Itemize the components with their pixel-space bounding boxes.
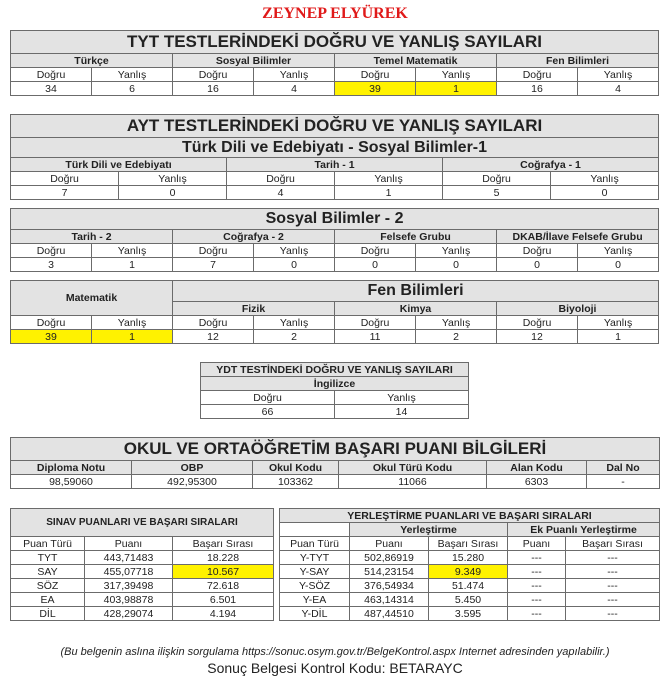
y-puani: 514,23154	[350, 565, 429, 579]
dogru-label: Doğru	[497, 244, 578, 258]
dogru-label: Doğru	[11, 172, 119, 186]
tyt-matematik-dogru: 39	[335, 82, 416, 96]
y-sirasi: 5.450	[429, 593, 508, 607]
ek-sirasi: ---	[566, 565, 660, 579]
yerlestirme-header: Başarı Sırası	[429, 537, 508, 551]
sinav-sirasi: 10.567	[173, 565, 274, 579]
okul-header: Dal No	[587, 461, 660, 475]
dogru-label: Doğru	[335, 316, 416, 330]
yanlis-label: Yanlış	[335, 172, 443, 186]
sinav-puani: 428,29074	[85, 607, 173, 621]
student-name: ZEYNEP ELYÜREK	[262, 5, 408, 22]
control-code: Sonuç Belgesi Kontrol Kodu: BETARAYC	[207, 660, 463, 676]
ek-sirasi: ---	[566, 593, 660, 607]
yanlis-label: Yanlış	[416, 68, 497, 82]
ayt-dkab-dogru: 0	[497, 258, 578, 272]
sinav-puani: 443,71483	[85, 551, 173, 565]
okul-header: Okul Türü Kodu	[339, 461, 487, 475]
y-puani: 376,54934	[350, 579, 429, 593]
yerlestirme-table	[279, 508, 660, 621]
ayt-title: AYT TESTLERİNDEKİ DOĞRU VE YANLIŞ SAYILARI	[11, 115, 659, 138]
ayt-fizik-yanlis: 2	[254, 330, 335, 344]
ayt-sb2-subject: Felsefe Grubu	[335, 230, 497, 244]
ayt-sb1-subject: Türk Dili ve Edebiyatı	[11, 158, 227, 172]
sinav-puan-turu: TYT	[11, 551, 85, 565]
yanlis-label: Yanlış	[92, 68, 173, 82]
tyt-table	[10, 30, 659, 96]
okul-table	[10, 437, 660, 489]
yanlis-label: Yanlış	[92, 316, 173, 330]
y-sirasi: 15.280	[429, 551, 508, 565]
sinav-sirasi: 6.501	[173, 593, 274, 607]
ek-puani: ---	[508, 607, 566, 621]
sinav-header: Başarı Sırası	[173, 537, 274, 551]
sinav-puani: 403,98878	[85, 593, 173, 607]
sinav-puani: 455,07718	[85, 565, 173, 579]
yanlis-label: Yanlış	[551, 172, 659, 186]
tyt-matematik-yanlis: 1	[416, 82, 497, 96]
ayt-cografya1-yanlis: 0	[551, 186, 659, 200]
yanlis-label: Yanlış	[119, 172, 227, 186]
ayt-biyoloji-yanlis: 1	[578, 330, 659, 344]
yanlis-label: Yanlış	[578, 68, 659, 82]
ayt-matematik-header: Matematik	[11, 281, 173, 316]
yerlestirme-group: Yerleştirme	[350, 523, 508, 537]
yanlis-label: Yanlış	[335, 391, 469, 405]
ayt-sb2-subject: Coğrafya - 2	[173, 230, 335, 244]
y-puani: 463,14314	[350, 593, 429, 607]
y-puan-turu: Y-EA	[280, 593, 350, 607]
yerlestirme-title: YERLEŞTİRME PUANLARI VE BAŞARI SIRALARI	[280, 509, 660, 523]
yanlis-label: Yanlış	[254, 244, 335, 258]
ek-sirasi: ---	[566, 579, 660, 593]
sinav-puan-turu: SAY	[11, 565, 85, 579]
okul-header: Okul Kodu	[253, 461, 339, 475]
ek-puani: ---	[508, 551, 566, 565]
okul-turu-kodu: 11066	[339, 475, 487, 489]
dal-no: -	[587, 475, 660, 489]
ydt-yanlis: 14	[335, 405, 469, 419]
ayt-sb1-subject: Tarih - 1	[227, 158, 443, 172]
yerlestirme-header: Puanı	[350, 537, 429, 551]
ayt-edebiyat-dogru: 7	[11, 186, 119, 200]
ayt-sb2-table	[10, 208, 659, 272]
sinav-title: SINAV PUANLARI VE BAŞARI SIRALARI	[11, 509, 274, 537]
y-sirasi: 3.595	[429, 607, 508, 621]
ayt-fen-subject: Biyoloji	[497, 302, 659, 316]
ayt-sb1-subject: Coğrafya - 1	[443, 158, 659, 172]
ayt-sb2-subject: DKAB/İlave Felsefe Grubu	[497, 230, 659, 244]
ayt-fen-subject: Kimya	[335, 302, 497, 316]
alan-kodu: 6303	[487, 475, 587, 489]
okul-header: Diploma Notu	[11, 461, 132, 475]
dogru-label: Doğru	[173, 244, 254, 258]
tyt-fen-dogru: 16	[497, 82, 578, 96]
ayt-kimya-yanlis: 2	[416, 330, 497, 344]
sinav-header: Puanı	[85, 537, 173, 551]
ek-puani: ---	[508, 593, 566, 607]
y-puan-turu: Y-DİL	[280, 607, 350, 621]
ayt-sb1-title: Türk Dili ve Edebiyatı - Sosyal Bilimler-1	[11, 138, 659, 159]
yerlestirme-header: Puan Türü	[280, 537, 350, 551]
ayt-cografya1-dogru: 5	[443, 186, 551, 200]
dogru-label: Doğru	[335, 68, 416, 82]
dogru-label: Doğru	[335, 244, 416, 258]
ayt-matematik-yanlis: 1	[92, 330, 173, 344]
ayt-edebiyat-yanlis: 0	[119, 186, 227, 200]
tyt-subject: Sosyal Bilimler	[173, 54, 335, 68]
yanlis-label: Yanlış	[416, 244, 497, 258]
y-puan-turu: Y-SÖZ	[280, 579, 350, 593]
y-puan-turu: Y-TYT	[280, 551, 350, 565]
ayt-felsefe-yanlis: 0	[416, 258, 497, 272]
ayt-cografya2-yanlis: 0	[254, 258, 335, 272]
yanlis-label: Yanlış	[416, 316, 497, 330]
tyt-subject: Fen Bilimleri	[497, 54, 659, 68]
y-puani: 502,86919	[350, 551, 429, 565]
dogru-label: Doğru	[497, 316, 578, 330]
y-puan-turu: Y-SAY	[280, 565, 350, 579]
ek-puani: ---	[508, 565, 566, 579]
ek-puani: ---	[508, 579, 566, 593]
dogru-label: Doğru	[201, 391, 335, 405]
dogru-label: Doğru	[443, 172, 551, 186]
tyt-fen-yanlis: 4	[578, 82, 659, 96]
sinav-puan-turu: EA	[11, 593, 85, 607]
ayt-matematik-dogru: 39	[11, 330, 92, 344]
dogru-label: Doğru	[173, 316, 254, 330]
ayt-cografya2-dogru: 7	[173, 258, 254, 272]
ayt-sb1-table	[10, 157, 659, 200]
dogru-label: Doğru	[11, 244, 92, 258]
okul-header: Alan Kodu	[487, 461, 587, 475]
ayt-dkab-yanlis: 0	[578, 258, 659, 272]
okul-title: OKUL VE ORTAÖĞRETİM BAŞARI PUANI BİLGİLERİ	[11, 438, 660, 461]
tyt-title: TYT TESTLERİNDEKİ DOĞRU VE YANLIŞ SAYILARI	[11, 31, 659, 54]
tyt-subject: Türkçe	[11, 54, 173, 68]
obp-value: 492,95300	[132, 475, 253, 489]
sinav-puani: 317,39498	[85, 579, 173, 593]
sinav-puan-turu: DİL	[11, 607, 85, 621]
tyt-subject: Temel Matematik	[335, 54, 497, 68]
sinav-header: Puan Türü	[11, 537, 85, 551]
yerlestirme-header: Puanı	[508, 537, 566, 551]
verification-note: (Bu belgenin aslına ilişkin sorgulama https://sonuc.osym.gov.tr/BelgeKontrol.aspx Internet adresinden yapılabilir.)	[60, 646, 610, 658]
tyt-sosyal-dogru: 16	[173, 82, 254, 96]
yanlis-label: Yanlış	[578, 316, 659, 330]
dogru-label: Doğru	[11, 68, 92, 82]
ek-sirasi: ---	[566, 551, 660, 565]
diploma-notu: 98,59060	[11, 475, 132, 489]
yanlis-label: Yanlış	[578, 244, 659, 258]
yanlis-label: Yanlış	[92, 244, 173, 258]
dogru-label: Doğru	[11, 316, 92, 330]
ayt-tarih1-dogru: 4	[227, 186, 335, 200]
ayt-sb2-subject: Tarih - 2	[11, 230, 173, 244]
sinav-sirasi: 72.618	[173, 579, 274, 593]
sinav-table	[10, 508, 274, 621]
ek-puanli-group: Ek Puanlı Yerleştirme	[508, 523, 660, 537]
ydt-dogru: 66	[201, 405, 335, 419]
dogru-label: Doğru	[173, 68, 254, 82]
ayt-tarih1-yanlis: 1	[335, 186, 443, 200]
ayt-fen-title: Fen Bilimleri	[173, 281, 659, 302]
ayt-fen-subject: Fizik	[173, 302, 335, 316]
y-puani: 487,44510	[350, 607, 429, 621]
yanlis-label: Yanlış	[254, 68, 335, 82]
ayt-biyoloji-dogru: 12	[497, 330, 578, 344]
ayt-mat-fen-table	[10, 280, 659, 344]
ayt-kimya-dogru: 11	[335, 330, 416, 344]
ayt-felsefe-dogru: 0	[335, 258, 416, 272]
ydt-title: YDT TESTİNDEKİ DOĞRU VE YANLIŞ SAYILARI	[201, 363, 469, 377]
tyt-turkce-yanlis: 6	[92, 82, 173, 96]
sinav-puan-turu: SÖZ	[11, 579, 85, 593]
sinav-sirasi: 18.228	[173, 551, 274, 565]
yerlestirme-header: Başarı Sırası	[566, 537, 660, 551]
ek-sirasi: ---	[566, 607, 660, 621]
okul-header: OBP	[132, 461, 253, 475]
ayt-fizik-dogru: 12	[173, 330, 254, 344]
ayt-sb2-title: Sosyal Bilimler - 2	[11, 209, 659, 230]
ayt-tarih2-dogru: 3	[11, 258, 92, 272]
sinav-sirasi: 4.194	[173, 607, 274, 621]
ayt-table	[10, 114, 659, 159]
dogru-label: Doğru	[227, 172, 335, 186]
dogru-label: Doğru	[497, 68, 578, 82]
y-sirasi: 9.349	[429, 565, 508, 579]
ydt-subject: İngilizce	[201, 377, 469, 391]
ydt-table	[200, 362, 469, 419]
tyt-turkce-dogru: 34	[11, 82, 92, 96]
yanlis-label: Yanlış	[254, 316, 335, 330]
y-sirasi: 51.474	[429, 579, 508, 593]
tyt-sosyal-yanlis: 4	[254, 82, 335, 96]
okul-kodu: 103362	[253, 475, 339, 489]
ayt-tarih2-yanlis: 1	[92, 258, 173, 272]
